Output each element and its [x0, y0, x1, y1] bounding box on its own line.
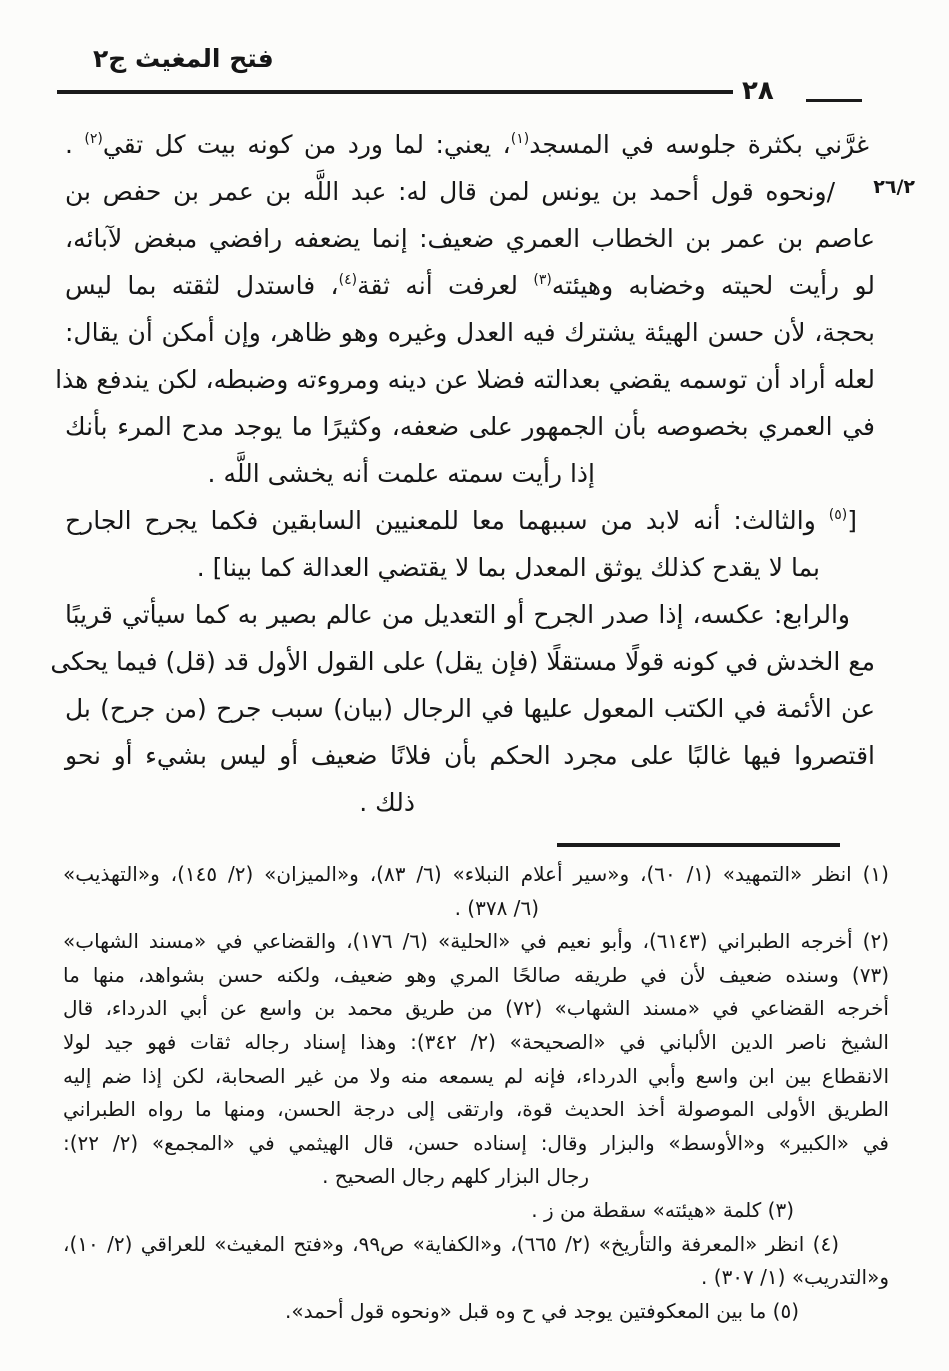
footnote-line: (٢) أخرجه الطبراني (٦١٤٣)، وأبو نعيم في «الحلية» (٦/ ١٧٦)، والقضاعي في «مسند الشهاب» — [63, 929, 889, 954]
footnote-line: الطريق الأولى الموصولة أخذ الحديث قوة، وارتقى إلى درجة الحسن، ومنها ما رواه الطبراني — [63, 1097, 889, 1122]
body-line: بما لا يقدح كذلك يوثق المعدل بما لا يقتضي العدالة كما بينا] . — [196, 553, 820, 582]
footnote-line: (٧٣) وسنده ضعيف لأن في طريقه صالحًا المري وهو ضعيف، ولكنه حسن بشواهد، منها ما — [63, 962, 889, 987]
page-number-dash — [806, 99, 862, 102]
body-text — [50, 121, 875, 826]
body-line: بحجة، لأن حسن الهيئة يشترك فيه العدل وغيره وهو ظاهر، وإن أمكن أن يقال: — [65, 318, 875, 347]
body-line: إذا رأيت سمته علمت أنه يخشى اللَّه . — [207, 459, 595, 488]
header-rule — [57, 90, 733, 94]
body-line: في العمري بخصوصه بأن الجمهور على ضعفه، وكثيرًا ما يوجد مدح المرء بأنك — [65, 412, 875, 441]
footnote-line: الانقطاع بين ابن واسع وأبي الدرداء، فإنه لم يسمعه منه ولا من غير الصحابة، لكن إذا ضم إليه — [63, 1063, 889, 1088]
footnote-line: في «الكبير» و«الأوسط» والبزار وقال: إسناده حسن، قال الهيثمي في «المجمع» (٢/ ٢٢): — [63, 1130, 889, 1155]
footnote-line: الشيخ ناصر الدين الألباني في «الصحيحة» (٢/ ٣٤٢): وهذا إسناد رجاله ثقات فهو جيد لولا — [63, 1029, 889, 1054]
body-line: [$^{(٥)}$ والثالث: أنه لابد من سببهما معا للمعنيين السابقين فكما يجرح الجارح — [65, 506, 857, 535]
footnotes — [63, 858, 889, 1328]
body-line: /ونحوه قول أحمد بن يونس لمن قال له: عبد اللَّه بن عمر بن حفص بن — [65, 177, 835, 206]
footnote-line: (٣) كلمة «هيئته» سقطة من ز . — [531, 1197, 794, 1222]
body-line: غرَّني بكثرة جلوسه في المسجد$^{(١)}$، يعني: لما ورد من كونه بيت كل تقي$^{(٢)}$ . — [65, 130, 869, 159]
footnote-line: (٥) ما بين المعكوفتين يوجد في ح وه قبل «ونحوه قول أحمد». — [285, 1298, 799, 1323]
body-line: لعله أراد أن توسمه يقضي بعدالته فضلا عن دينه ومروءته وضبطه، لكن يندفع هذا — [55, 365, 875, 394]
footnote-line: أخرجه القضاعي في «مسند الشهاب» (٧٢) من طريق محمد بن واسع عن أبي الدرداء، قال — [63, 996, 889, 1021]
page-title: فتح المغيث ج٢ — [93, 44, 274, 73]
footnote-separator — [557, 843, 840, 847]
footnote-line: (٦/ ٣٧٨) . — [454, 895, 539, 920]
body-line: مع الخدش في كونه قولًا مستقلًا (فإن يقل) على القول الأول قد (قل) فيما يحكى — [50, 647, 875, 676]
body-line: عاصم بن عمر بن الخطاب العمري ضعيف: إنما يضعفه رافضي مبغض لآبائه، — [65, 224, 875, 253]
body-line: اقتصروا فيها غالبًا على مجرد الحكم بأن فلانًا ضعيف أو ليس بشيء أو نحو — [65, 741, 875, 770]
footnote-line: و«التدريب» (١/ ٣٠٧) . — [701, 1265, 889, 1290]
body-line: عن الأئمة في الكتب المعول عليها في الرجال (بيان) سبب جرح (من جرح) بل — [65, 694, 875, 723]
footnote-line: (١) انظر «التمهيد» (١/ ٦٠)، و«سير أعلام النبلاء» (٦/ ٨٣)، و«الميزان» (٢/ ١٤٥)، و«التهذيب» — [63, 862, 889, 886]
margin-note: ٢٦/٢ — [873, 176, 915, 198]
body-line: ذلك . — [359, 788, 415, 817]
page-number: ٢٨ — [742, 76, 774, 106]
footnote-line: رجال البزار كلهم رجال الصحيح . — [322, 1164, 589, 1189]
body-line: والرابع: عكسه، إذا صدر الجرح أو التعديل من عالم بصير به كما سيأتي قريبًا — [65, 600, 850, 629]
footnote-line: (٤) انظر «المعرفة والتأريخ» (٢/ ٦٦٥)، و«الكفاية» ص٩٩، و«فتح المغيث» للعراقي (٢/ ١٠)، — [63, 1231, 839, 1256]
body-line: لو رأيت لحيته وخضابه وهيئته$^{(٣)}$ لعرفت أنه ثقة$^{(٤)}$، فاستدل لثقته بما ليس — [65, 271, 875, 300]
